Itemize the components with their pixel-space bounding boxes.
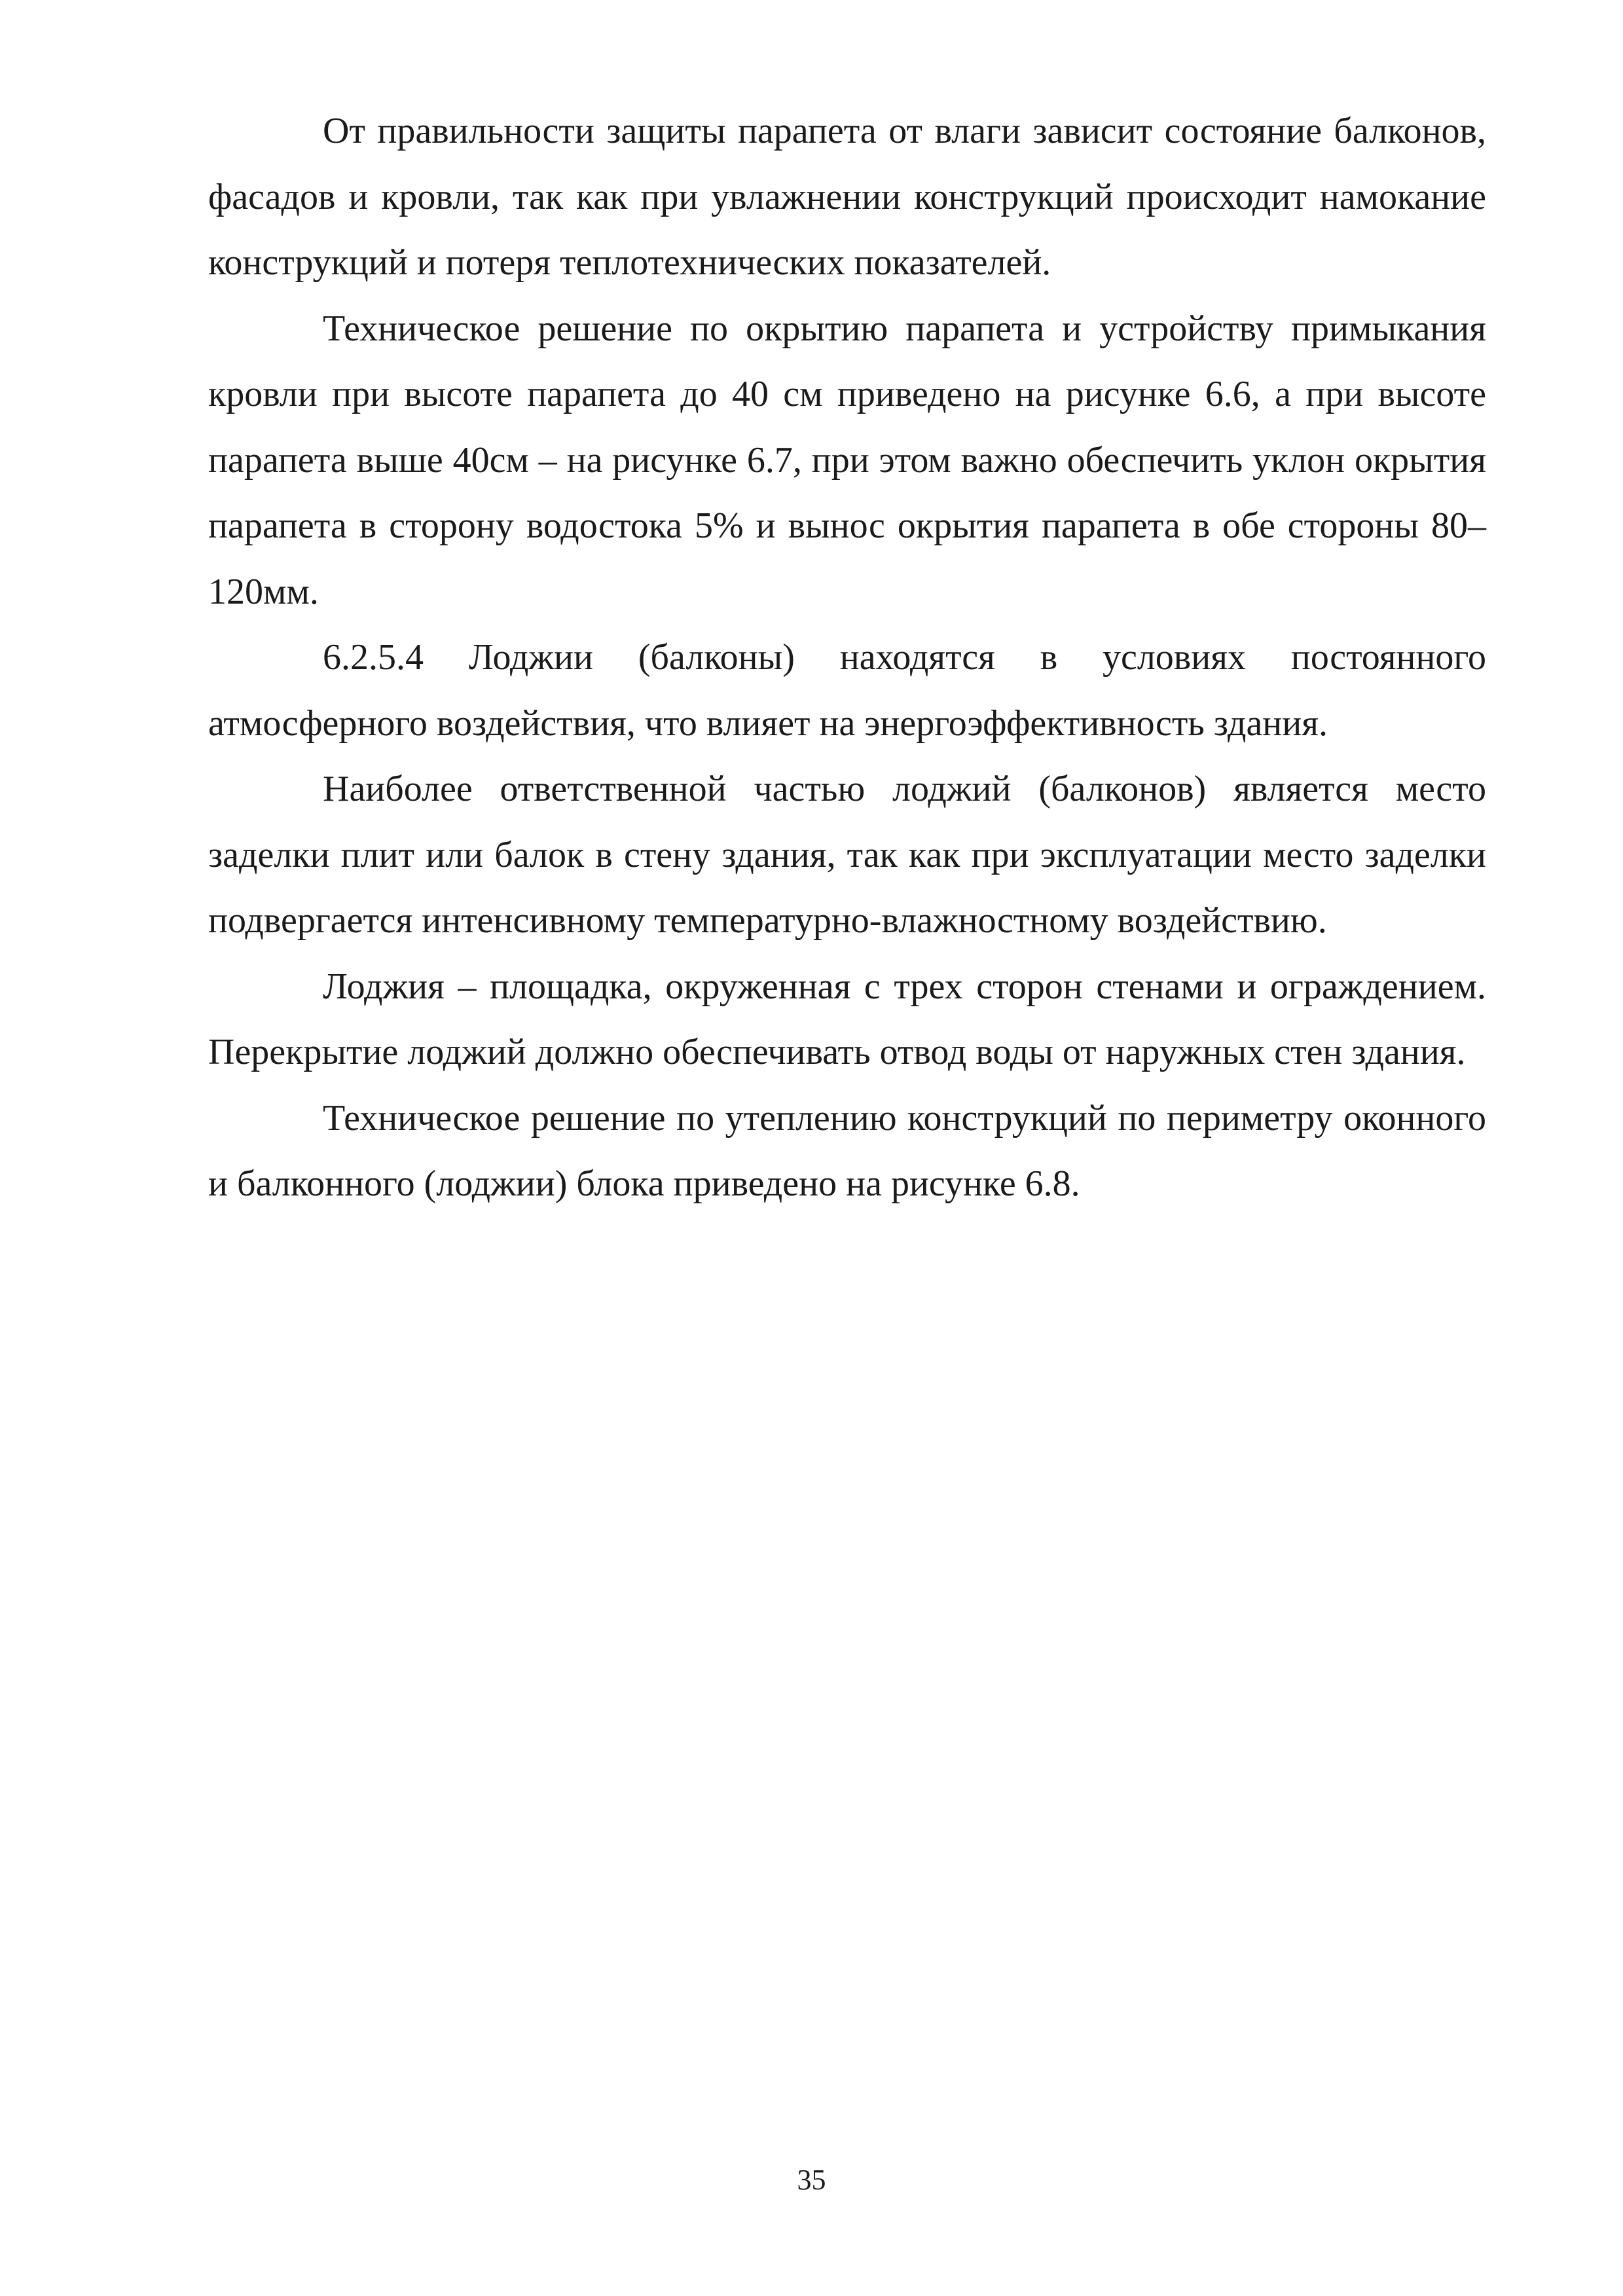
- paragraph-loggia-definition: Лоджия – площадка, окруженная с трех сторон стенами и ограждением. Перекрытие лоджий должно обеспечивать отвод воды от наружных стен здания.: [208, 966, 1486, 1072]
- paragraph-loggias-section: 6.2.5.4 Лоджии (балконы) находятся в условиях постоянного атмосферного воздействия, что влияет на энергоэффективность здания.: [208, 637, 1486, 744]
- paragraph-parapet-protection: От правильности защиты парапета от влаги зависит состояние балконов, фасадов и кровли, так как при увлажнении конструкций происходит намокание конструкций и потеря теплотехнических показателей.: [208, 111, 1486, 283]
- body-text: [208, 98, 1486, 1217]
- paragraph-insulation-solution: Техническое решение по утеплению конструкций по периметру оконного и балконного (лоджии) блока приведено на рисунке 6.8.: [208, 1097, 1486, 1204]
- paragraph-parapet-solution: Техническое решение по окрытию парапета и устройству примыкания кровли при высоте парапета до 40 см приведено на рисунке 6.6, а при высоте парапета выше 40см – на рисунке 6.7, при этом важно обеспечить уклон окрытия парапета в сторону водостока 5% и вынос окрытия парапета в обе стороны 80–120мм.: [208, 308, 1486, 612]
- page-number: 35: [797, 2164, 826, 2196]
- paragraph-loggia-embedding: Наиболее ответственной частью лоджий (балконов) является место заделки плит или балок в стену здания, так как при эксплуатации место заделки подвергается интенсивному температурно-влажностному воздействию.: [208, 769, 1486, 941]
